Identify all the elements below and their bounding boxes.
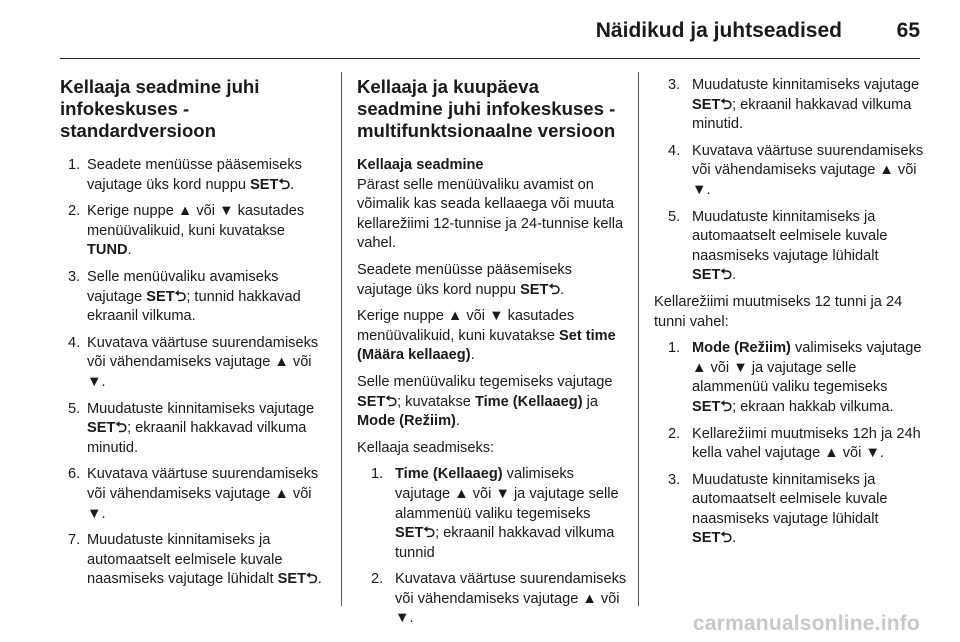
paragraph-text: ja (582, 393, 598, 410)
step-text: valimiseks vajutage ▲ või ▼ ja vajutage selle alammenüü valiku tegemiseks (395, 466, 619, 522)
step-list (60, 156, 330, 590)
section-heading: Kellaaja ja kuupäeva seadmine juhi infokeskuses - multifunktsionaalne versioon (357, 76, 616, 141)
step-number: 2. (371, 571, 384, 588)
paragraph (357, 307, 629, 366)
button-reference: SET⮌ (87, 420, 128, 437)
step-text: Kuvatava väärtuse suurendamiseks või vähendamiseks vajutage ▲ või ▼. (87, 466, 319, 522)
step-text: Selle menüüvaliku avamiseks vajutage (87, 268, 279, 305)
step-text: Muudatuste kinnitamiseks ja automaatselt eelmisele kuvale naasmiseks vajutage lühidalt (87, 532, 283, 588)
paragraph-text: . (455, 413, 460, 430)
step-text: ; ekraan hakkab vilkuma. (732, 398, 894, 415)
step-number: 1. (668, 340, 681, 357)
step-text: Kuvatava väärtuse suurendamiseks või vähendamiseks vajutage ▲ või ▼. (692, 142, 924, 198)
menu-reference: Mode (Režiim) (692, 340, 791, 357)
paragraph-text: ; kuvatakse (397, 393, 475, 410)
step-list (357, 465, 629, 629)
list-item (654, 471, 926, 549)
step-text: . (127, 242, 132, 259)
column-divider (638, 72, 639, 606)
step-text: Kuvatava väärtuse suurendamiseks või vähendamiseks vajutage ▲ või ▼. (395, 571, 627, 627)
step-list (654, 76, 926, 286)
column-divider (341, 72, 342, 606)
paragraph-text: Selle menüüvaliku tegemiseks vajutage (357, 373, 613, 390)
step-number: 5. (668, 208, 681, 225)
step-text: valimiseks vajutage ▲ või ▼ ja vajutage selle alammenüü valiku tegemiseks (692, 340, 922, 396)
column-1 (60, 76, 330, 597)
step-text: Seadete menüüsse pääsemiseks vajutage üks kord nuppu (87, 157, 302, 193)
button-reference: SET⮌ (250, 176, 291, 193)
paragraph (357, 261, 629, 300)
column-3 (654, 76, 926, 556)
list-item (60, 400, 330, 459)
button-reference: SET⮌ (520, 281, 561, 298)
header-divider (60, 58, 920, 59)
button-reference: SET⮌ (692, 96, 733, 113)
page-number: 65 (896, 19, 920, 42)
paragraph (357, 373, 629, 432)
list-item (654, 142, 926, 201)
paragraph: Pärast selle menüüvaliku avamist on võimalik kas seada kellaaega või muuta kellarežiimi 12-tunnise ja 24-tunnise kella vahel. (357, 176, 624, 252)
step-number: 1. (68, 157, 81, 173)
list-item (654, 76, 926, 135)
menu-reference: Mode (Režiim) (357, 413, 456, 430)
step-text: ; ekraanil hakkavad vilkuma minutid. (692, 96, 912, 133)
paragraph-text: Kerige nuppe ▲ või ▼ kasutades menüüvalikuid, kuni kuvatakse (357, 308, 575, 344)
step-number: 7. (68, 532, 81, 549)
list-item (60, 202, 330, 261)
step-number: 2. (68, 203, 81, 220)
paragraph-text: . (560, 281, 565, 298)
page-header (0, 0, 960, 58)
step-text: ; ekraanil hakkavad vilkuma tunnid (395, 525, 615, 561)
step-text: ; tunnid hakkavad ekraanil vilkuma. (87, 288, 301, 325)
list-item (60, 268, 330, 327)
list-item (654, 208, 926, 286)
step-text: . (732, 530, 737, 547)
button-reference: SET⮌ (146, 288, 187, 305)
list-item (654, 339, 926, 417)
step-text: Muudatuste kinnitamiseks vajutage (87, 400, 315, 417)
step-number: 3. (668, 471, 681, 488)
button-reference: SET⮌ (357, 393, 398, 410)
step-text: Muudatuste kinnitamiseks ja automaatselt eelmisele kuvale naasmiseks vajutage lühidalt (692, 471, 888, 527)
step-list (654, 339, 926, 549)
page-title: Näidikud ja juhtseadised (595, 19, 842, 42)
list-item (60, 531, 330, 590)
step-text: ; ekraanil hakkavad vilkuma minutid. (87, 420, 307, 456)
menu-reference: Time (Kellaaeg) (395, 466, 503, 483)
list-item (60, 465, 330, 524)
column-2 (357, 76, 629, 636)
subheading: Kellaaja seadmine (357, 157, 484, 173)
paragraph: Kellarežiimi muutmiseks 12 tunni ja 24 tunni vahel: (654, 293, 903, 330)
section-heading: Kellaaja seadmine juhi infokeskuses - standardversioon (60, 76, 260, 141)
menu-reference: TUND (87, 242, 128, 259)
paragraph-text: Seadete menüüsse pääsemiseks vajutage üks kord nuppu (357, 261, 572, 298)
step-number: 3. (68, 268, 81, 285)
step-number: 4. (68, 334, 81, 351)
button-reference: SET⮌ (692, 398, 733, 415)
step-text: Kuvatava väärtuse suurendamiseks või vähendamiseks vajutage ▲ või ▼. (87, 334, 319, 390)
list-item (60, 334, 330, 393)
step-number: 6. (68, 466, 81, 483)
step-text: . (290, 176, 295, 193)
menu-reference: Time (Kellaaeg) (474, 393, 583, 410)
step-number: 3. (668, 77, 681, 93)
step-text: Muudatuste kinnitamiseks vajutage (692, 77, 920, 93)
list-item (654, 425, 926, 464)
step-text: Kellarežiimi muutmiseks 12h ja 24h kella vahel vajutage ▲ või ▼. (692, 425, 921, 462)
step-text: Kerige nuppe ▲ või ▼ kasutades menüüvalikuid, kuni kuvatakse (87, 203, 305, 239)
menu-reference: Set time (Määra kellaaeg) (357, 327, 616, 364)
button-reference: SET⮌ (395, 525, 436, 542)
step-text: . (317, 571, 322, 588)
button-reference: SET⮌ (692, 530, 733, 547)
step-number: 1. (371, 466, 384, 483)
step-number: 4. (668, 142, 681, 159)
list-item (357, 570, 629, 629)
step-number: 2. (668, 425, 681, 442)
step-text: Muudatuste kinnitamiseks ja automaatselt eelmisele kuvale naasmiseks vajutage lühidalt (692, 208, 888, 264)
button-reference: SET⮌ (277, 571, 318, 588)
paragraph: Kellaaja seadmiseks: (357, 439, 495, 456)
step-text: . (732, 267, 737, 284)
button-reference: SET⮌ (692, 267, 733, 284)
list-item (60, 156, 330, 195)
watermark: carmanualsonline.info (692, 612, 920, 635)
paragraph-text: . (470, 347, 475, 364)
list-item (357, 465, 629, 563)
step-number: 5. (68, 400, 81, 417)
